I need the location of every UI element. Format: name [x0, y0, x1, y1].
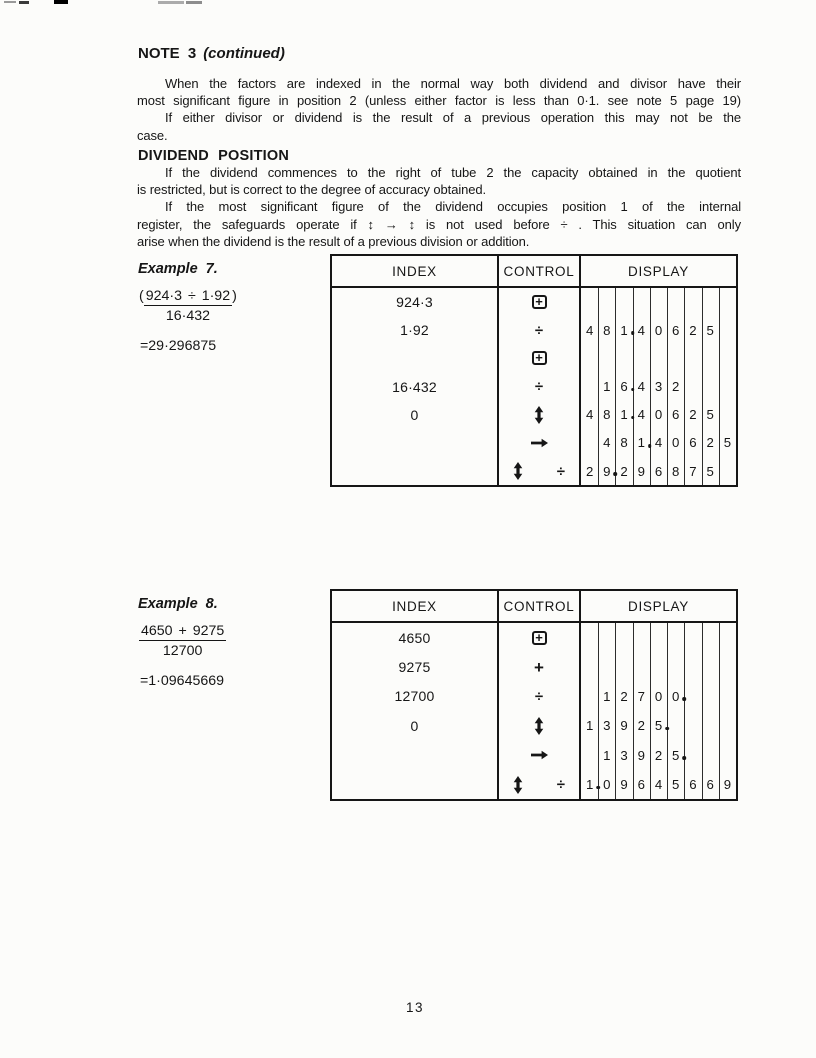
fraction-denominator: 12700 — [162, 643, 203, 659]
digit-cell: 6 — [689, 435, 697, 451]
index-cell: 4650 — [398, 629, 431, 646]
control-cell — [499, 373, 579, 401]
decimal-point — [683, 756, 687, 760]
index-cell — [332, 741, 497, 770]
example-7-block — [138, 261, 333, 354]
scan-artifact — [54, 0, 68, 4]
fraction-numerator-row — [139, 623, 226, 641]
index-cell: 0 — [410, 717, 419, 734]
decimal-point — [683, 697, 687, 701]
digit-cell: 6 — [672, 322, 680, 338]
decimal-point — [631, 416, 635, 420]
note-heading-main: NOTE 3 — [138, 45, 197, 62]
display-column-header: DISPLAY — [628, 263, 689, 279]
control-column-header: CONTROL — [497, 591, 581, 621]
control-cell — [499, 682, 579, 711]
digit-cell: 0 — [654, 322, 663, 338]
digit-cell: 5 — [706, 407, 714, 423]
digit-cell: 2 — [654, 747, 663, 763]
digit-cell: 4 — [654, 435, 663, 451]
digit-cell: 1 — [603, 379, 611, 395]
index-cell: 12700 — [394, 688, 435, 705]
right-arrow-icon — [531, 438, 548, 448]
digit-cell: 9 — [603, 463, 611, 479]
digit-cell: 1 — [585, 777, 594, 793]
text-line: If the dividend commences to the right of tube 2 the capacity obtained in the quotient — [165, 165, 741, 180]
decimal-point — [631, 388, 635, 392]
decimal-point — [631, 331, 635, 335]
text-line: most significant figure in position 2 (unless either factor is less than 0·1. see note 5 page 19) — [137, 93, 741, 109]
digit-cell: 6 — [689, 777, 697, 793]
dividend-position-paragraph — [137, 164, 741, 250]
table-body — [332, 623, 736, 799]
updown-arrow-icon — [534, 406, 544, 424]
note-heading — [138, 45, 285, 62]
digit-cell: 9 — [723, 777, 732, 793]
digit-cell: 1 — [620, 407, 628, 423]
decimal-point — [596, 786, 600, 790]
control-cell — [499, 429, 579, 457]
open-paren: ( — [139, 288, 144, 304]
table-header-row — [332, 256, 736, 288]
digit-cell: 1 — [637, 435, 645, 451]
scan-artifact — [186, 1, 202, 4]
control-cell — [499, 623, 579, 652]
control-cell — [499, 652, 579, 681]
index-cell: 0 — [410, 406, 419, 423]
note-heading-continued: (continued) — [203, 45, 285, 62]
digit-cell: 3 — [620, 747, 628, 763]
digit-cell: 9 — [620, 718, 628, 734]
digit-cell: 7 — [637, 688, 645, 704]
control-cell — [499, 770, 579, 799]
display-row — [581, 682, 736, 711]
digit-cell: 2 — [637, 718, 645, 734]
right-arrow-icon — [531, 750, 548, 760]
page-number: 13 — [405, 1000, 425, 1015]
example-8-table — [330, 589, 738, 801]
control-column — [497, 623, 581, 799]
digit-cell: 8 — [603, 407, 611, 423]
digit-cell: 5 — [723, 435, 732, 451]
digit-cell: 8 — [672, 463, 680, 479]
digit-cell: 4 — [654, 777, 663, 793]
example-7-table — [330, 254, 738, 487]
display-column — [581, 623, 736, 799]
text-line: When the factors are indexed in the normal way both dividend and divisor have their — [165, 76, 741, 91]
display-row — [581, 344, 736, 372]
digit-cell: 2 — [689, 407, 697, 423]
digit-cell: 5 — [654, 718, 663, 734]
intro-paragraph — [137, 75, 741, 144]
digit-cell: 3 — [654, 379, 663, 395]
fraction-numerator: 4650 + 9275 — [141, 623, 225, 639]
digit-cell: 4 — [603, 435, 611, 451]
digit-cell: 5 — [672, 777, 680, 793]
digit-cell: 8 — [620, 435, 628, 451]
example-8-fraction — [139, 623, 226, 659]
scan-artifact — [19, 1, 29, 4]
decimal-point — [665, 727, 669, 731]
index-cell: 9275 — [398, 659, 431, 676]
updown-arrow-icon — [513, 776, 523, 794]
digit-cell: 0 — [672, 688, 680, 704]
close-paren: ) — [232, 288, 237, 304]
digit-cell: 2 — [620, 463, 628, 479]
digit-cell: 7 — [689, 463, 697, 479]
digit-cell: 9 — [637, 747, 645, 763]
divide-icon: ÷ — [556, 776, 565, 794]
control-column — [497, 288, 581, 485]
table-header-row — [332, 591, 736, 623]
digit-cell: 1 — [620, 322, 628, 338]
divide-icon: ÷ — [534, 321, 544, 339]
index-cell: 924·3 — [396, 294, 433, 311]
text-line: If either divisor or dividend is the result of a previous operation this may not be the — [165, 110, 741, 126]
control-cell — [499, 711, 579, 740]
display-column — [581, 288, 736, 485]
digit-cell: 5 — [706, 463, 714, 479]
updown-arrow-icon — [534, 717, 544, 735]
digit-cell: 4 — [637, 322, 645, 338]
display-row — [581, 429, 736, 457]
digit-cell: 6 — [637, 777, 645, 793]
fraction-denominator: 16·432 — [165, 308, 210, 324]
index-cell — [332, 457, 497, 485]
display-row — [581, 457, 736, 485]
control-cell — [499, 316, 579, 344]
digit-cell: 2 — [620, 688, 628, 704]
display-row — [581, 401, 736, 429]
digit-cell: 0 — [603, 777, 611, 793]
example-7-result: =29·296875 — [140, 338, 217, 354]
decimal-point — [648, 444, 652, 448]
display-column-header: DISPLAY — [628, 598, 689, 614]
digit-cell: 8 — [603, 322, 611, 338]
index-cell: 1·92 — [400, 322, 429, 339]
digit-cell: 4 — [585, 322, 594, 338]
index-cell — [332, 770, 497, 799]
display-row — [581, 770, 736, 799]
control-cell — [499, 288, 579, 316]
digit-cell: 0 — [654, 688, 663, 704]
updown-arrow-icon — [513, 462, 523, 480]
digit-cell: 2 — [706, 435, 714, 451]
decimal-point — [614, 472, 618, 476]
index-column — [332, 623, 497, 799]
digit-cell: 4 — [637, 407, 645, 423]
display-row — [581, 373, 736, 401]
table-body — [332, 288, 736, 485]
index-column-header: INDEX — [392, 263, 437, 279]
fraction-numerator: 924·3 ÷ 1·92 — [145, 288, 231, 304]
index-cell — [332, 429, 497, 457]
text-line: is restricted, but is correct to the degree of accuracy obtained. — [137, 182, 487, 198]
index-column-header: INDEX — [392, 598, 437, 614]
digit-cell: 6 — [706, 777, 714, 793]
digit-cell: 5 — [706, 322, 714, 338]
plus-icon: + — [534, 657, 544, 677]
digit-cell: 4 — [585, 407, 594, 423]
divide-icon: ÷ — [534, 378, 544, 396]
digit-cell: 9 — [620, 777, 628, 793]
scan-artifact — [158, 1, 184, 4]
display-row — [581, 623, 736, 652]
digit-cell: 5 — [672, 747, 680, 763]
example-8-block — [138, 596, 333, 689]
digit-cell: 6 — [620, 379, 628, 395]
index-cell — [332, 344, 497, 372]
example-8-label: Example 8. — [138, 596, 218, 612]
digit-cell: 9 — [637, 463, 645, 479]
index-cell: 16·432 — [392, 378, 437, 395]
scan-artifact — [4, 1, 16, 3]
digit-cell: 2 — [689, 322, 697, 338]
text-line: case. — [137, 127, 168, 143]
digit-cell: 4 — [637, 379, 645, 395]
display-row — [581, 288, 736, 316]
control-cell — [499, 344, 579, 372]
display-row — [581, 711, 736, 740]
plus-box-icon: + — [532, 351, 547, 365]
digit-cell: 2 — [585, 463, 594, 479]
dividend-position-heading: DIVIDEND POSITION — [138, 148, 289, 164]
digit-cell: 3 — [603, 718, 611, 734]
digit-cell: 6 — [672, 407, 680, 423]
digit-cell: 1 — [585, 718, 594, 734]
index-column — [332, 288, 497, 485]
plus-box-icon: + — [532, 631, 547, 645]
display-row — [581, 316, 736, 344]
control-cell — [499, 457, 579, 485]
divide-icon: ÷ — [556, 462, 565, 480]
example-7-label: Example 7. — [138, 261, 218, 277]
digit-cell: 6 — [654, 463, 663, 479]
digit-cell: 2 — [672, 379, 680, 395]
fraction-numerator-row — [139, 288, 237, 306]
digit-cell: 0 — [672, 435, 680, 451]
text-line: register, the safeguards operate if ↕ → ↕ is not used before ÷ . This situation can only — [137, 216, 741, 232]
divide-icon: ÷ — [534, 687, 544, 705]
digit-cell: 1 — [603, 747, 611, 763]
control-cell — [499, 741, 579, 770]
control-cell — [499, 401, 579, 429]
text-line: If the most significant figure of the dividend occupies position 1 of the internal — [165, 199, 741, 215]
example-8-result: =1·09645669 — [140, 673, 225, 689]
plus-box-icon: + — [532, 295, 547, 309]
display-row — [581, 741, 736, 770]
display-row — [581, 652, 736, 681]
digit-cell: 0 — [654, 407, 663, 423]
text-line: arise when the dividend is the result of a previous division or addition. — [137, 233, 530, 249]
example-7-fraction — [139, 288, 237, 324]
control-column-header: CONTROL — [497, 256, 581, 286]
digit-cell: 1 — [603, 688, 611, 704]
